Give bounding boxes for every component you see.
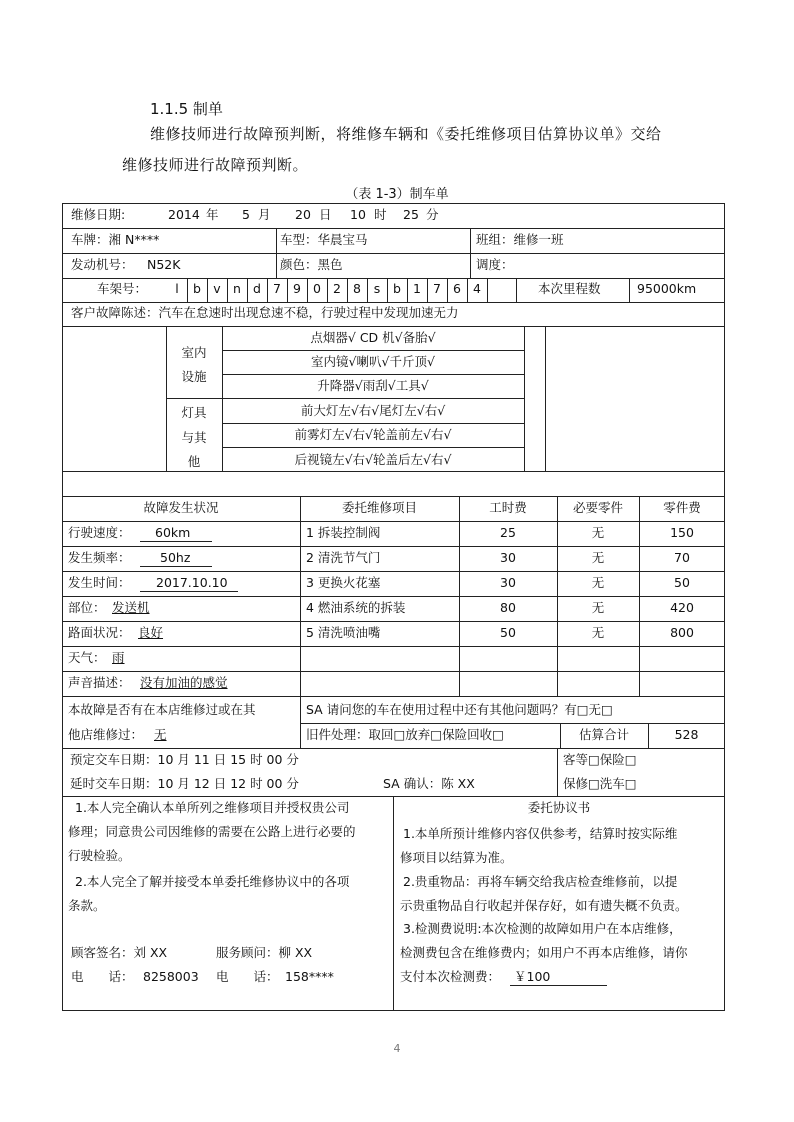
plate-field: 车牌：湘 N**** [71,232,160,247]
team-field: 班组：维修一班 [476,232,564,247]
table-caption: （表 1-3）制车单 [345,187,449,202]
repair-item-labor: 80 [500,600,516,615]
lights-label-3: 他 [187,454,201,469]
repair-item-fee: 150 [670,525,694,540]
engine-value: N52K [147,257,181,272]
vin-char: 7 [433,281,441,296]
condition-value: 60km [155,525,191,540]
repair-item-labor: 30 [500,550,516,565]
customer-phone: 8258003 [143,969,199,984]
old-parts-handling: 旧件处理：取回□放弃□保险回收□ [306,727,504,742]
repair-item-fee: 420 [670,600,694,615]
vin-char: v [213,281,221,296]
vin-char: 9 [293,281,301,296]
advisor-phone-label: 电 话： [216,969,279,984]
header-required-parts: 必要零件 [572,500,623,515]
vin-char: 8 [353,281,361,296]
estimate-label: 估算合计 [578,727,629,742]
paragraph-line-1: 维修技师进行故障预判断，将维修车辆和《委托维修项目估算协议单》交给 [150,125,662,143]
vin-char: 4 [473,281,481,296]
header-parts-fee: 零件费 [663,500,701,515]
vin-char: 0 [313,281,321,296]
repair-item-name: 1 拆装控制阀 [306,525,381,540]
repaired-before-question: 本故障是否有在本店维修过或在其 [68,702,256,717]
mileage-label: 本次里程数 [538,281,601,296]
inspection-fee: ￥100 [514,969,551,984]
date-year-unit: 年 [206,207,219,222]
condition-value: 发送机 [112,600,150,615]
date-month-unit: 月 [258,207,271,222]
estimate-value: 528 [674,727,699,742]
vin-char: b [193,281,201,296]
condition-label: 天气： [68,650,106,665]
vin-char: 1 [413,281,421,296]
vin-char: s [373,281,381,296]
delivery-options-2: 保修□洗车□ [563,776,637,791]
repair-item-fee: 50 [674,575,690,590]
condition-label: 行驶速度： [68,525,131,540]
dispatch-field: 调度： [476,257,514,272]
lights-item: 前大灯左√右√尾灯左√右√ [300,403,446,418]
customer-terms-line: 2.本人完全了解并接受本单委托维修协议中的各项 [75,874,350,889]
lights-label-2: 与其 [181,430,207,445]
interior-label-1: 室内 [181,345,207,360]
inspection-fee-label: 支付本次检测费： [400,969,501,984]
condition-label: 发生时间： [68,575,131,590]
date-day: 20 [295,207,311,222]
service-advisor: 服务顾问：柳 XX [216,945,313,960]
repair-item-name: 5 清洗喷油嘴 [306,625,381,640]
planned-delivery: 预定交车日期：10 月 11 日 15 时 00 分 [70,752,299,767]
date-hour: 10 [350,207,366,222]
condition-label: 部位： [68,600,106,615]
vin-char: d [253,281,261,296]
repair-item-fee: 800 [670,625,694,640]
repair-item-part: 无 [591,600,605,615]
engine-label: 发动机号： [71,257,134,272]
repaired-elsewhere-value: 无 [154,727,167,742]
agreement-line: 修项目以结算为准。 [400,850,513,865]
customer-terms-line: 条款。 [68,898,106,913]
condition-value: 雨 [112,650,125,665]
lights-label-1: 灯具 [181,405,207,420]
repair-item-fee: 70 [674,550,690,565]
date-year: 2014 [168,207,200,222]
interior-item: 升降器√雨刮√工具√ [317,378,429,393]
interior-item: 室内镜√喇叭√千斤顶√ [311,354,435,369]
date-hour-unit: 时 [374,207,387,222]
interior-item: 点烟器√ CD 机√备胎√ [310,330,436,345]
customer-signature: 顾客签名：刘 XX [71,945,168,960]
agreement-line: 3.检测费说明:本次检测的故障如用户在本店维修， [403,921,682,936]
vin-label: 车架号： [97,281,148,296]
repair-item-part: 无 [591,575,605,590]
vin-char: 7 [273,281,281,296]
repaired-elsewhere-label: 他店维修过： [68,727,144,742]
agreement-line: 2.贵重物品：再将车辆交给我店检查维修前，以提 [403,874,678,889]
header-repair-item: 委托维修项目 [341,500,417,515]
vin-char: 6 [453,281,461,296]
customer-complaint: 客户故障陈述：汽车在怠速时出现怠速不稳，行驶过程中发现加速无力 [71,305,459,320]
repair-item-labor: 30 [500,575,516,590]
repair-item-name: 4 燃油系统的拆装 [306,600,406,615]
condition-value: 50hz [160,550,191,565]
repair-item-labor: 50 [500,625,516,640]
condition-value: 没有加油的感觉 [140,675,228,690]
agreement-line: 检测费包含在维修费内；如用户不再本店维修，请你 [400,945,688,960]
customer-terms-line: 修理；同意贵公司因维修的需要在公路上进行必要的 [68,824,356,839]
vin-char: l [175,281,179,296]
condition-label: 路面状况： [68,625,131,640]
paragraph-line-2: 维修技师进行故障预判断。 [122,156,309,174]
delayed-delivery: 延时交车日期：10 月 12 日 12 时 00 分 [70,776,299,791]
sa-confirmation: SA 确认：陈 XX [383,776,475,791]
vin-char: b [393,281,401,296]
agreement-title: 委托协议书 [527,800,591,815]
sa-question: SA 请问您的车在使用过程中还有其他问题吗？有□无□ [306,702,613,717]
interior-label-2: 设施 [181,369,207,384]
date-label: 维修日期: [71,207,126,222]
condition-label: 发生频率： [68,550,131,565]
color-field: 颜色：黑色 [280,257,343,272]
advisor-phone: 158**** [285,969,334,984]
condition-value: 2017.10.10 [156,575,228,590]
agreement-line: 1.本单所预计维修内容仅供参考，结算时按实际维 [403,826,678,841]
date-minute-unit: 分 [426,207,439,222]
repair-item-name: 3 更换火花塞 [306,575,381,590]
date-minute: 25 [403,207,419,222]
repair-item-part: 无 [591,625,605,640]
header-fault-condition: 故障发生状况 [143,500,219,515]
customer-terms-line: 1.本人完全确认本单所列之维修项目并授权贵公司 [75,800,350,815]
vin-char: n [233,281,241,296]
condition-label: 声音描述： [68,675,131,690]
lights-item: 前雾灯左√右√轮盖前左√右√ [294,427,452,442]
repair-item-part: 无 [591,550,605,565]
vin-char: 2 [333,281,341,296]
date-month: 5 [242,207,250,222]
repair-item-part: 无 [591,525,605,540]
condition-value: 良好 [138,625,164,640]
repair-item-labor: 25 [500,525,516,540]
agreement-line: 示贵重物品自行收起并保存好，如有遗失概不负责。 [400,898,688,913]
header-labor-fee: 工时费 [489,500,527,515]
section-heading: 1.1.5 制单 [150,100,223,118]
delivery-options-1: 客等□保险□ [563,752,637,767]
customer-terms-line: 行驶检验。 [68,848,131,863]
mileage-value: 95000km [637,281,697,296]
model-field: 车型：华晨宝马 [280,232,368,247]
page-number: 4 [393,1042,401,1055]
customer-phone-label: 电 话： [71,969,134,984]
lights-item: 后视镜左√右√轮盖后左√右√ [294,452,452,467]
date-day-unit: 日 [319,207,332,222]
repair-item-name: 2 清洗节气门 [306,550,381,565]
